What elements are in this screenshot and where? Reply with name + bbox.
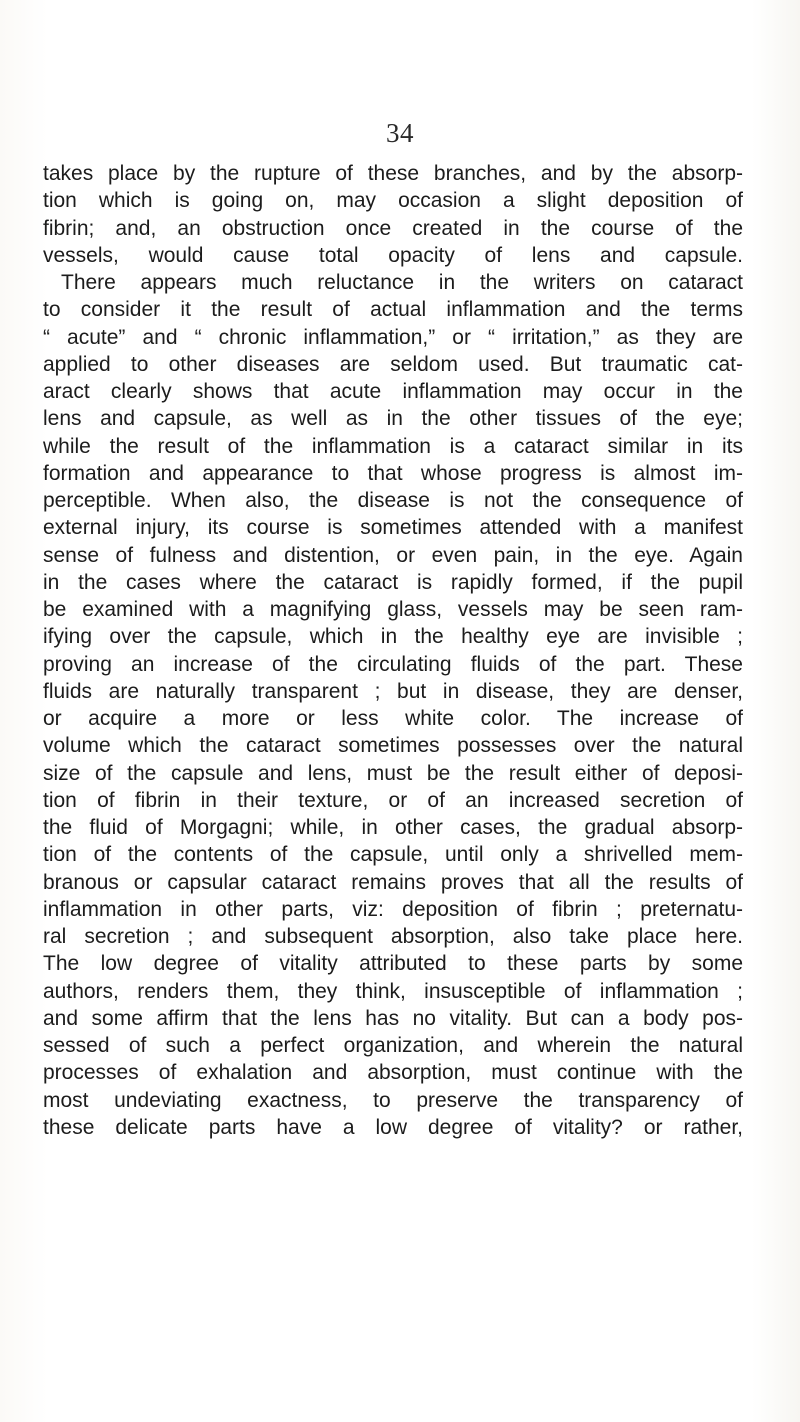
text-line: vessels, would cause total opacity of lens and capsule. [43,243,743,267]
text-line: tion which is going on, may occasion a slight deposition of [43,189,743,213]
text-line: lens and capsule, as well as in the other tissues of the eye; [43,407,743,431]
text-line: processes of exhalation and absorption, must continue with the [43,1061,743,1085]
text-line: external injury, its course is sometimes attended with a manifest [43,516,743,540]
text-line: formation and appearance to that whose progress is almost im- [43,461,743,485]
text-line: proving an increase of the circulating fluids of the part. These [43,652,743,676]
text-line: The low degree of vitality attributed to these parts by some [43,952,743,976]
text-line: to consider it the result of actual inflammation and the terms [43,298,743,322]
text-line: volume which the cataract sometimes possesses over the natural [43,734,743,758]
text-line: most undeviating exactness, to preserve the transparency of [43,1088,743,1112]
text-line: tion of fibrin in their texture, or of an increased secretion of [43,788,743,812]
text-line: ral secretion ; and subsequent absorption, also take place here. [43,925,743,948]
text-line: fibrin; and, an obstruction once created in the course of the [43,216,743,240]
text-line: ifying over the capsule, which in the healthy eye are invisible ; [43,625,743,649]
text-line: and some affirm that the lens has no vitality. But can a body pos- [43,1006,743,1030]
text-line: fluids are naturally transparent ; but in disease, they are denser, [43,679,743,703]
text-line: sense of fulness and distention, or even pain, in the eye. Again [43,543,743,567]
text-line: in the cases where the cataract is rapidly formed, if the pupil [43,570,743,594]
text-line: inflammation in other parts, viz: deposition of fibrin ; preternatu- [43,897,743,921]
text-line: authors, renders them, they think, insusceptible of inflammation ; [43,979,743,1003]
text-line: aract clearly shows that acute inflammation may occur in the [43,380,743,403]
text-line: size of the capsule and lens, must be the result either of deposi- [43,761,743,785]
text-line: takes place by the rupture of these branches, and by the absorp- [43,162,743,185]
text-line: perceptible. When also, the disease is not the consequence of [43,489,743,512]
text-line: or acquire a more or less white color. The increase of [43,707,743,730]
text-line: There appears much reluctance in the writers on cataract [61,271,743,294]
text-line: the fluid of Morgagni; while, in other cases, the gradual absorp- [43,816,743,839]
text-line: tion of the contents of the capsule, until only a shrivelled mem- [43,843,743,867]
text-line: sessed of such a perfect organization, and wherein the natural [43,1034,743,1057]
text-line: applied to other diseases are seldom used. But traumatic cat- [43,352,743,376]
text-line: while the result of the inflammation is a cataract similar in its [43,434,743,458]
text-line: these delicate parts have a low degree of vitality? or rather, [43,1115,743,1139]
text-line: branous or capsular cataract remains proves that all the results of [43,870,743,894]
text-line: “ acute” and “ chronic inflammation,” or “ irritation,” as they are [43,325,743,349]
page-number: 34 [386,118,414,148]
body-text [43,160,743,1141]
text-line: be examined with a magnifying glass, vessels may be seen ram- [43,598,743,621]
